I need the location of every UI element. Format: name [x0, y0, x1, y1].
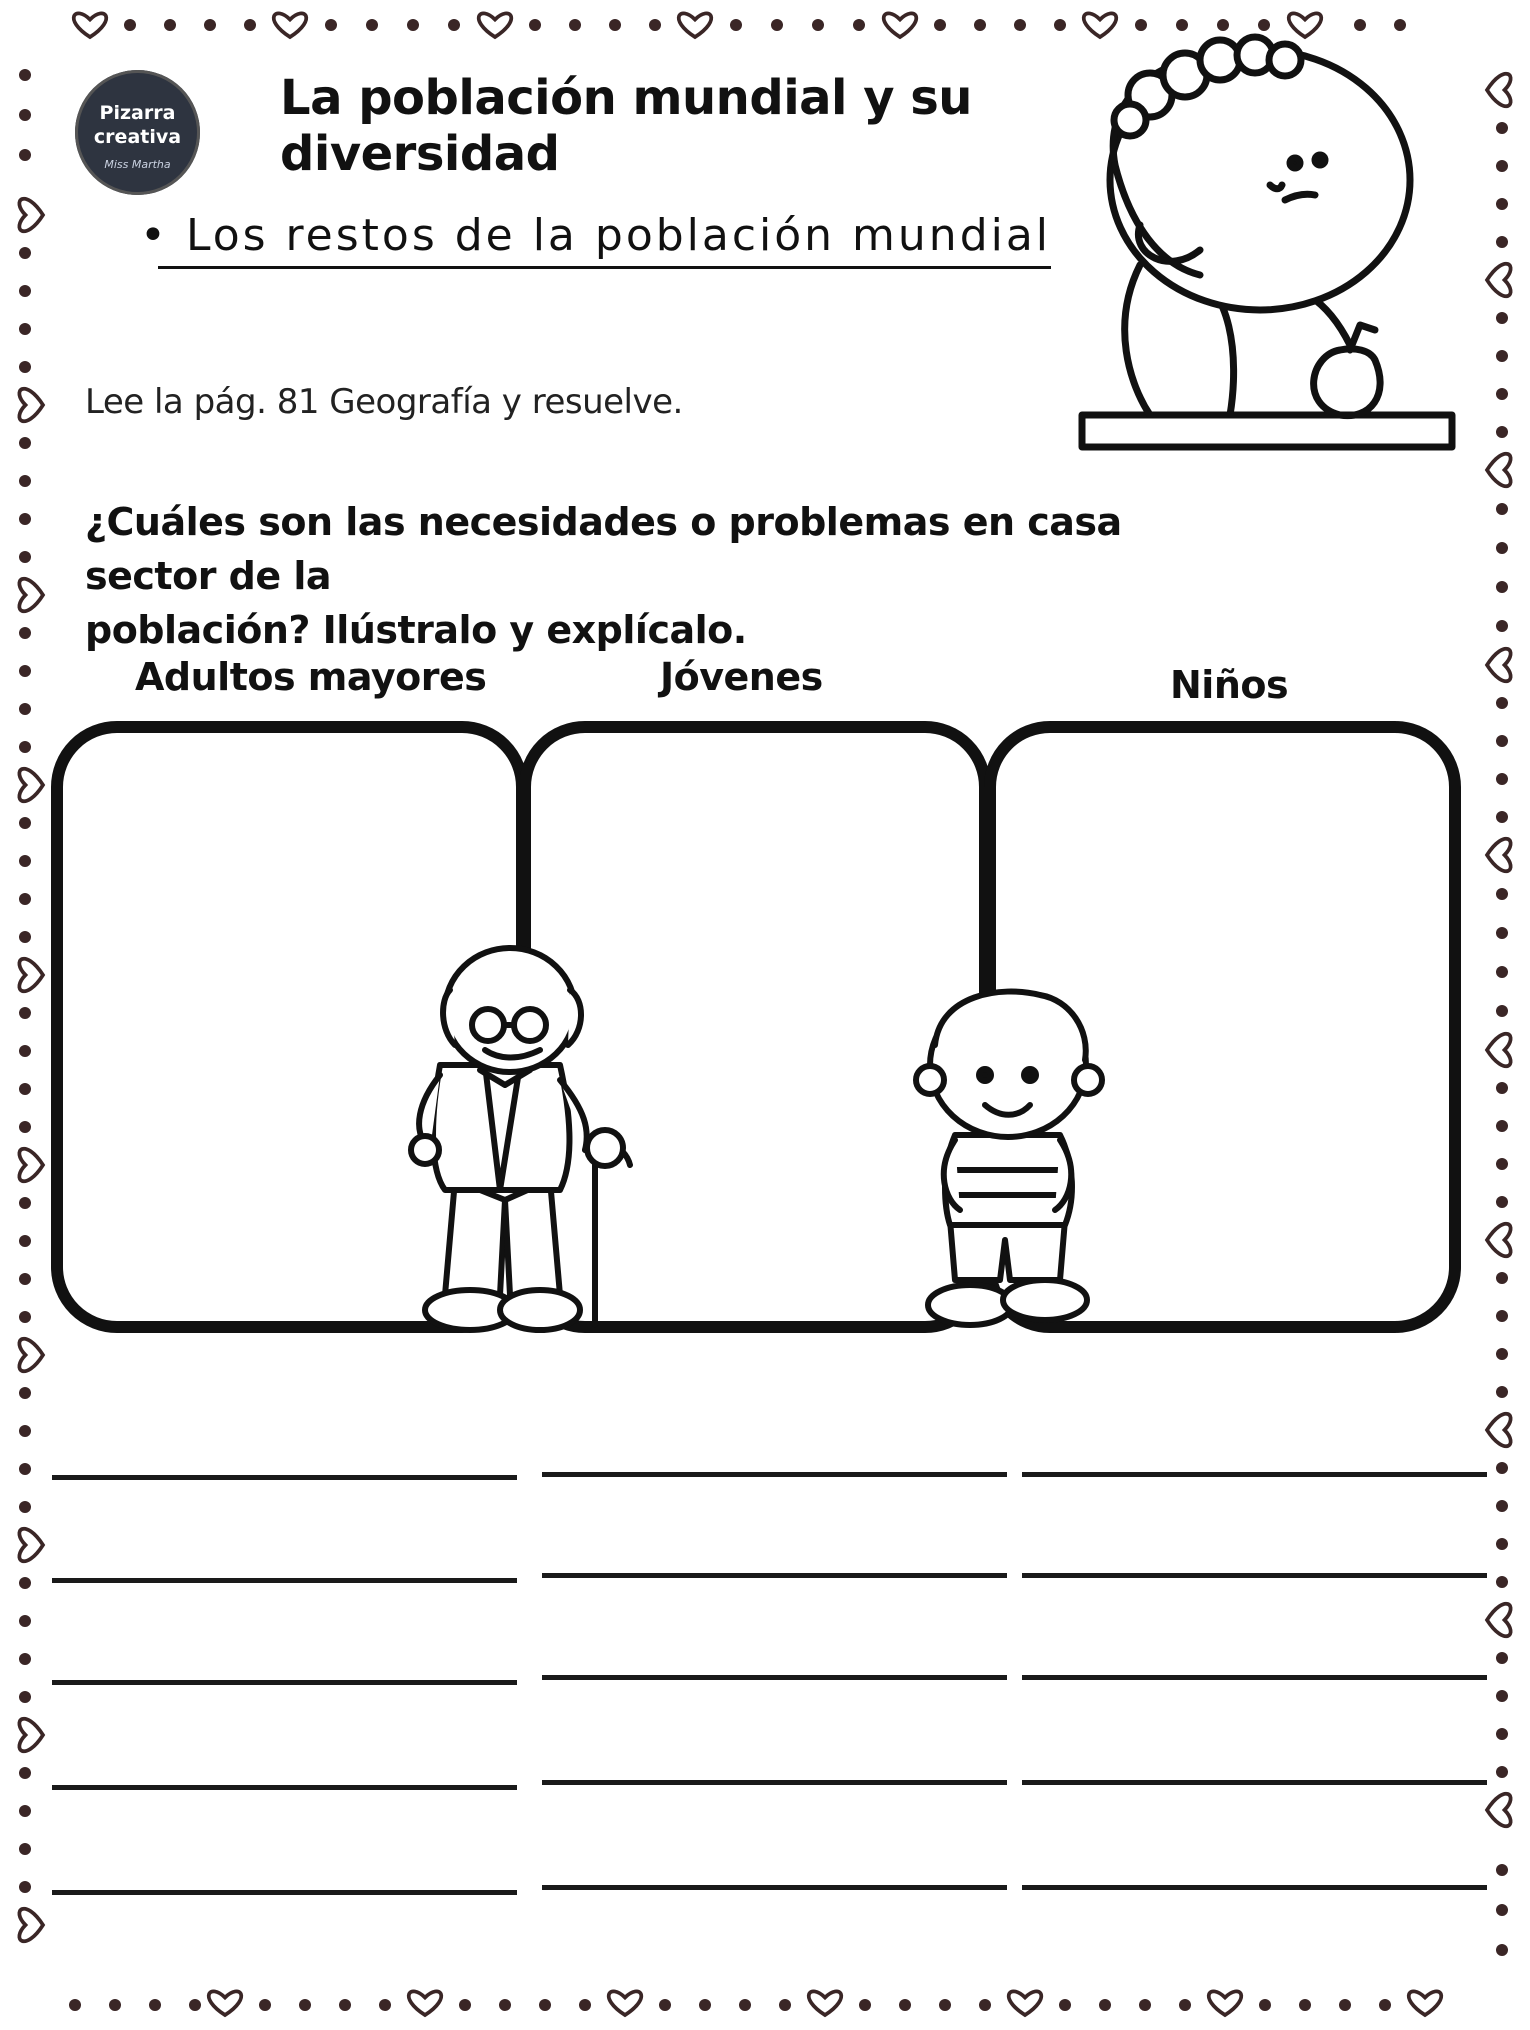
label-ninos: Niños: [1170, 663, 1289, 707]
answer-line[interactable]: [542, 1675, 1007, 1680]
answer-line[interactable]: [542, 1573, 1007, 1578]
subtitle-text: Los restos de la población mundial: [185, 210, 1052, 261]
answer-line[interactable]: [542, 1780, 1007, 1785]
label-jovenes: Jóvenes: [660, 655, 823, 699]
answer-line[interactable]: [52, 1680, 517, 1685]
answer-line[interactable]: [52, 1475, 517, 1480]
instruction-text: Lee la pág. 81 Geografía y resuelve.: [85, 382, 683, 422]
question-line-2: población? Ilústralo y explícalo.: [85, 608, 747, 652]
answer-line[interactable]: [1022, 1472, 1487, 1477]
answer-line[interactable]: [542, 1885, 1007, 1890]
question-line-1: ¿Cuáles son las necesidades o problemas en casa sector de la: [85, 500, 1122, 598]
answer-line[interactable]: [542, 1472, 1007, 1477]
answer-line[interactable]: [1022, 1780, 1487, 1785]
logo-text-3: Miss Martha: [104, 158, 171, 171]
answer-line[interactable]: [52, 1785, 517, 1790]
logo-text-1: Pizarra: [99, 102, 176, 124]
logo-text-2: creativa: [93, 126, 182, 148]
answer-line[interactable]: [1022, 1573, 1487, 1578]
label-adultos-mayores: Adultos mayores: [135, 655, 487, 699]
answer-line[interactable]: [1022, 1885, 1487, 1890]
page-title: La población mundial y su diversidad: [280, 70, 972, 182]
answer-line[interactable]: [52, 1890, 517, 1895]
bullet-icon: •: [140, 210, 169, 261]
answer-line[interactable]: [1022, 1675, 1487, 1680]
answer-line[interactable]: [52, 1578, 517, 1583]
